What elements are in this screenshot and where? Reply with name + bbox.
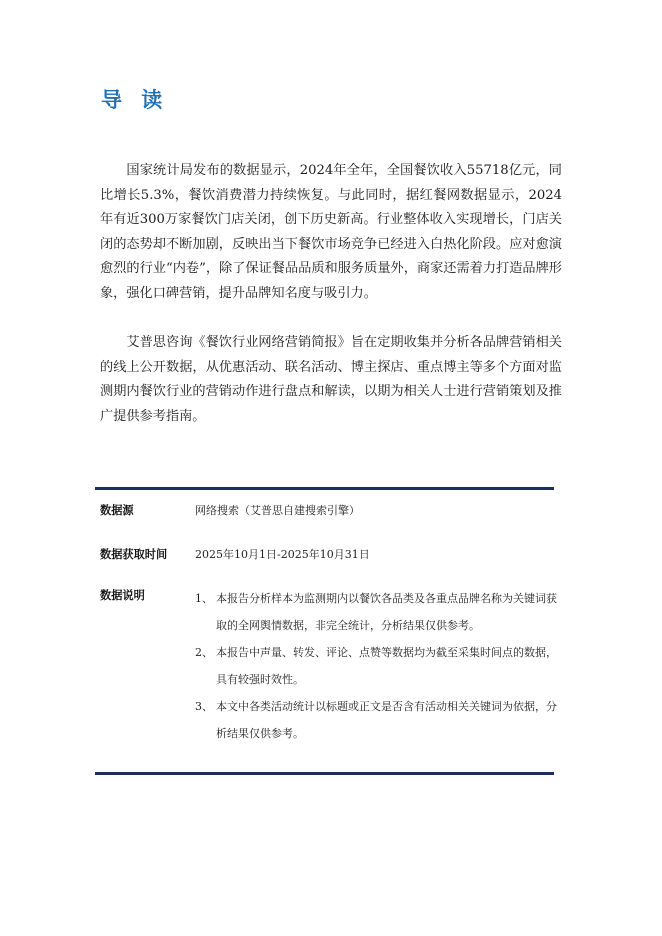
intro-paragraph-2: 艾普思咨询《餐饮行业网络营销简报》旨在定期收集并分析各品牌营销相关的线上公开数据，从优惠活动、联名活动、博主探店、重点博主等多个方面对监测期内餐饮行业的营销动作进行盘点和解读，以期为相关人士进行营销策划及推广提供参考指南。 — [100, 335, 562, 424]
meta-bottom-rule — [95, 772, 554, 775]
note-number: 1、 — [195, 592, 213, 605]
data-time-label: 数据获取时间 — [100, 548, 168, 561]
note-item — [195, 585, 557, 639]
note-number: 2、 — [195, 646, 213, 659]
note-text: 本文中各类活动统计以标题或正文是否含有活动相关关键词为依据，分析结果仅供参考。 — [216, 700, 557, 740]
meta-top-rule — [95, 487, 554, 490]
note-text: 本报告中声量、转发、评论、点赞等数据均为截至采集时间点的数据，具有较强时效性。 — [216, 646, 557, 686]
page-title: 导 读 — [101, 88, 169, 112]
data-source-value: 网络搜索（艾普思自建搜索引擎） — [195, 504, 360, 517]
data-source-label: 数据源 — [100, 504, 134, 517]
note-item — [195, 639, 557, 693]
data-notes-list — [195, 585, 557, 747]
intro-paragraph-1: 国家统计局发布的数据显示，2024年全年，全国餐饮收入55718亿元，同比增长5.3%，餐饮消费潜力持续恢复。与此同时，据红餐网数据显示，2024年有近300万家餐饮门店关闭，创下历史新高。行业整体收入实现增长，门店关闭的态势却不断加剧，反映出当下餐饮市场竞争已经进入白热化阶段。应对愈演愈烈的行业“内卷”，除了保证餐品品质和服务质量外，商家还需着力打造品牌形象，强化口碑营销，提升品牌知名度与吸引力。 — [100, 163, 562, 301]
data-time-value: 2025年10月1日-2025年10月31日 — [195, 548, 370, 561]
note-number: 3、 — [195, 700, 213, 713]
data-notes-label: 数据说明 — [100, 589, 145, 602]
note-text: 本报告分析样本为监测期内以餐饮各品类及各重点品牌名称为关键词获取的全网舆情数据，非完全统计，分析结果仅供参考。 — [216, 592, 557, 632]
note-item — [195, 693, 557, 747]
